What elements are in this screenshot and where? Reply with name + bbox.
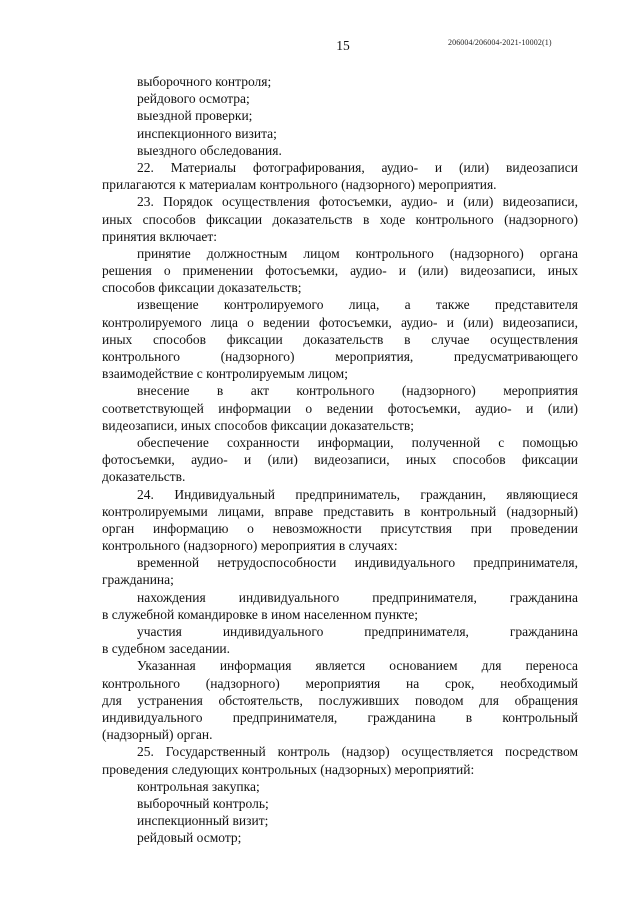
text-line: фотосъемки, аудио- и (или) видеозаписи, иных способов фиксации — [102, 452, 578, 468]
text-line: обеспечение сохранности информации, полученной с помощью — [137, 434, 578, 450]
text-line: извещение контролируемого лица, а также представителя — [137, 297, 578, 313]
text-line: выездной проверки; — [137, 108, 253, 124]
text-line: видеозаписи, иных способов фиксации доказательств; — [102, 417, 414, 433]
text-line: инспекционный визит; — [137, 813, 269, 829]
text-line: рейдовый осмотр; — [137, 830, 242, 846]
text-line: контролируемыми лицами, вправе представить в контрольный (надзорный) — [102, 503, 578, 519]
text-line: контрольного (надзорного) мероприятия на срок, необходимый — [102, 675, 578, 691]
text-line: контрольная закупка; — [137, 778, 260, 794]
text-line: решения о применении фотосъемки, аудио- и (или) видеозаписи, иных — [102, 263, 578, 279]
text-line: 22. Материалы фотографирования, аудио- и (или) видеозаписи — [137, 159, 578, 175]
text-line: иных способов фиксации доказательств в случае осуществления — [102, 331, 578, 347]
text-line: иных способов фиксации доказательств в ходе контрольного (надзорного) — [102, 211, 578, 227]
text-line: соответствующей информации о ведении фотосъемки, аудио- и (или) — [102, 400, 578, 416]
text-line: прилагаются к материалам контрольного (надзорного) мероприятия. — [102, 177, 497, 193]
text-line: 24. Индивидуальный предприниматель, гражданин, являющиеся — [137, 486, 578, 502]
text-line: индивидуального предпринимателя, гражданина в контрольный — [102, 709, 578, 725]
text-line: временной нетрудоспособности индивидуального предпринимателя, — [137, 555, 578, 571]
text-line: инспекционного визита; — [137, 125, 277, 141]
page-number: 15 — [336, 38, 350, 53]
document-body — [102, 73, 578, 846]
text-line: для устранения обстоятельств, послуживших поводом для обращения — [102, 692, 578, 708]
text-line: 23. Порядок осуществления фотосъемки, аудио- и (или) видеозаписи, — [137, 194, 578, 210]
text-line: контрольного (надзорного) мероприятия в случаях: — [102, 538, 398, 554]
text-line: (надзорный) орган. — [102, 727, 213, 743]
text-line: контрольного (надзорного) мероприятия, предусматривающего — [102, 349, 578, 364]
text-line: способов фиксации доказательств; — [102, 280, 302, 296]
text-line: рейдового осмотра; — [137, 91, 250, 107]
text-line: орган информацию о невозможности присутствия при проведении — [102, 520, 578, 536]
text-line: взаимодействие с контролируемым лицом; — [102, 366, 348, 382]
document-code: 206004/206004-2021-10002(1) — [448, 38, 552, 47]
text-line: внесение в акт контрольного (надзорного) мероприятия — [137, 383, 578, 399]
text-line: гражданина; — [102, 572, 174, 588]
text-line: контролируемого лица о ведении фотосъемки, аудио- и (или) видеозаписи, — [102, 314, 578, 330]
text-line: выездного обследования. — [137, 142, 282, 158]
text-line: в служебной командировке в ином населенном пункте; — [102, 606, 419, 622]
text-line: Указанная информация является основанием для переноса — [137, 658, 578, 674]
text-line: в судебном заседании. — [102, 641, 231, 657]
text-line: выборочного контроля; — [137, 74, 272, 89]
text-line: участия индивидуального предпринимателя, гражданина — [137, 624, 578, 639]
text-line: принятия включает: — [102, 228, 218, 244]
text-line: нахождения индивидуального предпринимателя, гражданина — [137, 589, 578, 605]
text-line: 25. Государственный контроль (надзор) осуществляется посредством — [137, 744, 578, 760]
text-line: выборочный контроль; — [137, 795, 269, 811]
text-line: доказательств. — [102, 469, 186, 485]
text-line: проведения следующих контрольных (надзорных) мероприятий: — [102, 761, 475, 777]
text-line: принятие должностным лицом контрольного (надзорного) органа — [137, 245, 578, 261]
